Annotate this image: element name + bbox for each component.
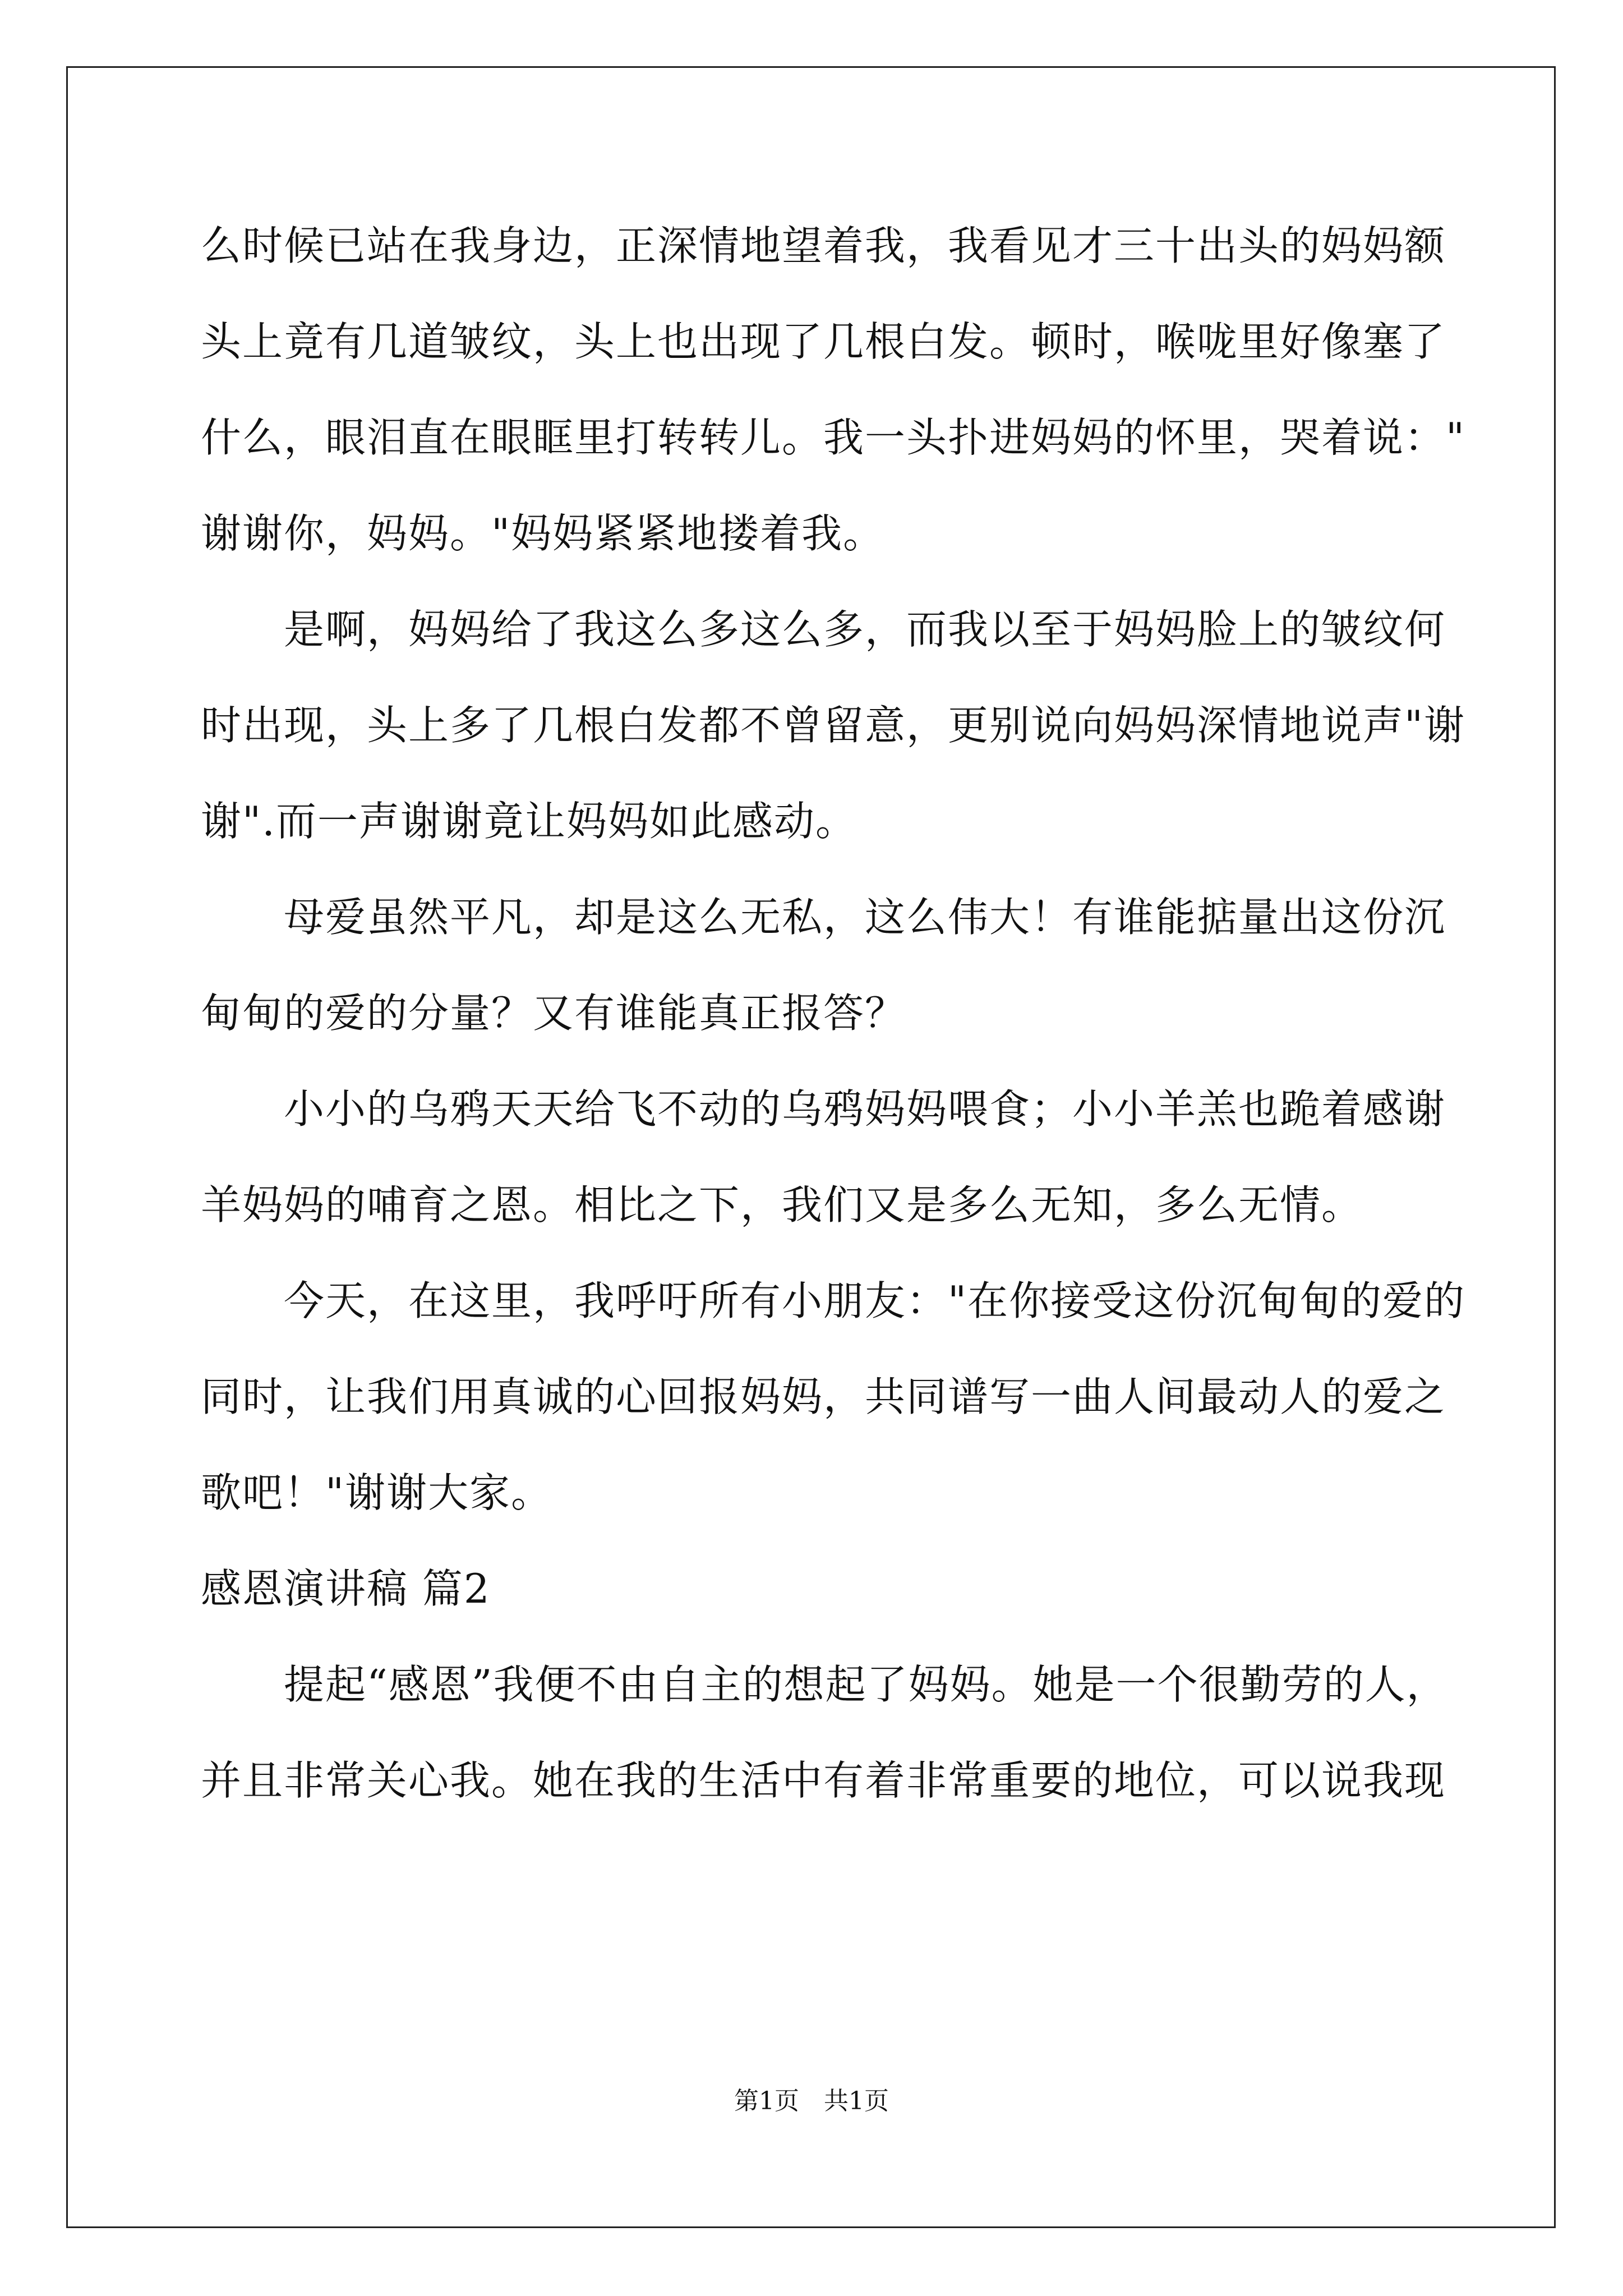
text-line: 是啊，妈妈给了我这么多这么多，而我以至于妈妈脸上的皱纹何	[201, 606, 1446, 653]
page-number-footer: 第1页 共1页	[734, 2087, 889, 2115]
text-line: 今天，在这里，我呼吁所有小朋友："在你接受这份沉甸甸的爱的	[201, 1277, 1466, 1324]
text-line: 什么，眼泪直在眼眶里打转转儿。我一头扑进妈妈的怀里，哭着说："	[201, 414, 1466, 461]
text-line: 小小的乌鸦天天给飞不动的乌鸦妈妈喂食；小小羊羔也跪着感谢	[201, 1085, 1446, 1133]
page-border	[66, 66, 1556, 2228]
text-line: 时出现，头上多了几根白发都不曾留意，更别说向妈妈深情地说声"谢	[201, 702, 1466, 749]
text-line: 羊妈妈的哺育之恩。相比之下，我们又是多么无知，多么无情。	[201, 1181, 1363, 1228]
text-line: 头上竟有几道皱纹，头上也出现了几根白发。顿时，喉咙里好像塞了	[201, 318, 1446, 365]
text-line: 么时候已站在我身边，正深情地望着我，我看见才三十出头的妈妈额	[201, 222, 1446, 269]
text-line: 同时，让我们用真诚的心回报妈妈，共同谱写一曲人间最动人的爱之	[201, 1373, 1446, 1420]
text-line: 母爱虽然平凡，却是这么无私，这么伟大！有谁能掂量出这份沉	[201, 894, 1446, 941]
text-line: 歌吧！"谢谢大家。	[201, 1469, 553, 1516]
text-line: 甸甸的爱的分量？又有谁能真正报答？	[201, 990, 907, 1037]
text-line: 提起“感恩”我便不由自主的想起了妈妈。她是一个很勤劳的人，	[201, 1661, 1448, 1708]
text-line: 谢谢你，妈妈。"妈妈紧紧地搂着我。	[201, 510, 885, 557]
text-line: 并且非常关心我。她在我的生活中有着非常重要的地位，可以说我现	[201, 1757, 1446, 1804]
text-line: 谢".而一声谢谢竟让妈妈如此感动。	[201, 798, 857, 845]
section-heading: 感恩演讲稿 篇2	[201, 1565, 491, 1612]
